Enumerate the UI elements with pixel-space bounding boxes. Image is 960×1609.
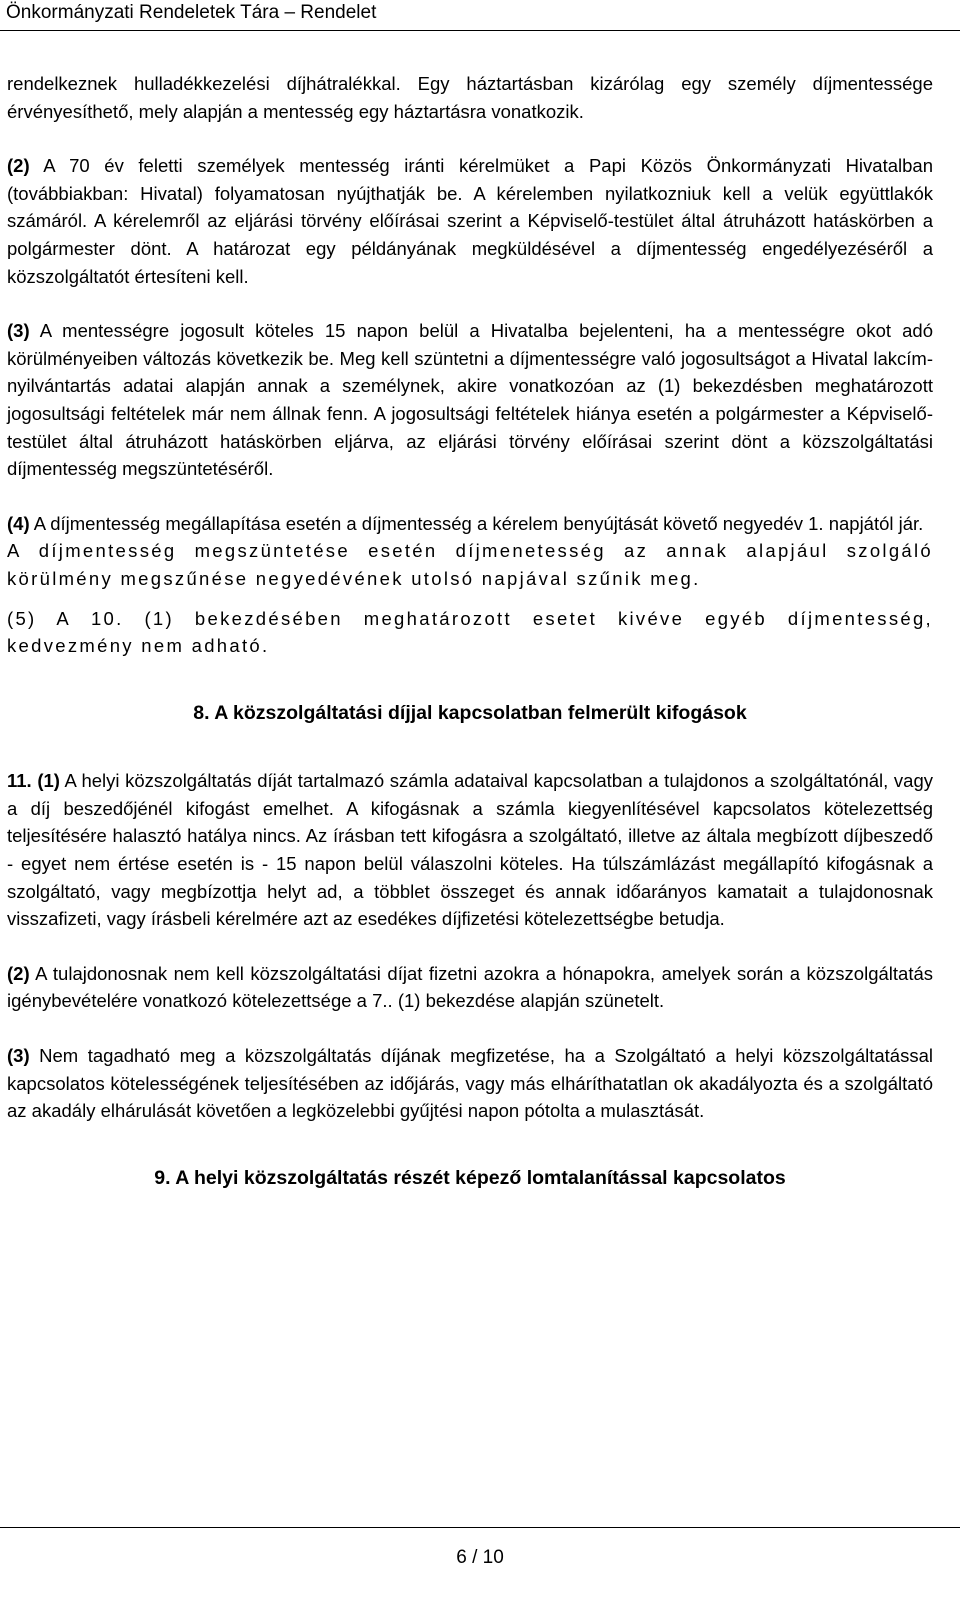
paragraph-4: [7, 510, 933, 538]
page-number: 6 / 10: [456, 1547, 504, 1568]
section-heading-9: 9. A helyi közszolgáltatás részét képező lomtalanítással kapcsolatos: [154, 1166, 786, 1189]
paragraph-3: [7, 317, 933, 483]
paragraph-number: (4): [7, 512, 30, 534]
paragraph-text: A 70 év feletti személyek mentesség iránti kérelmüket a Papi Közös Önkormányzati Hivatalban (továbbiakban: Hivatal) folyamatosan nyújthatják be. A kérelemben nyilatkozniuk kell a velük együttlakók számáról. A kérelemről az eljárási törvény előírásai szerint a Képviselő-testület által átruházott hatáskörben a polgármester dönt. A határozat egy példányának megküldésével a díjmentesség engedélyezéséről a közszolgáltatót értesíteni kell.: [7, 155, 933, 287]
paragraph-text: Nem tagadható meg a közszolgáltatás díjának megfizetése, ha a Szolgáltató a helyi közszolgáltatással kapcsolatos kötelességének teljesítésében az időjárás, vagy más elháríthatatlan ok akadályozta és a szolgáltató az akadály elhárulását követően a legközelebbi gyűjtési napon pótolta a mulasztását.: [7, 1045, 933, 1122]
paragraph-text: A díjmentesség megállapítása esetén a díjmentesség a kérelem benyújtását követő negyedév 1. napjától jár.: [29, 512, 924, 534]
paragraph-text: A helyi közszolgáltatás díját tartalmazó számla adataival kapcsolatban a tulajdonos a szolgáltatónál, vagy a díj beszedőjénél kifogást emelhet. A kifogásnak a számla kiegyenlítésével kapcsolatos kötelezettség teljesítésére halasztó hatálya nincs. Az írásban tett kifogásra a szolgáltató, illetve az általa megbízott díjbeszedő - egyet nem értése esetén is - 15 napon belül válaszolni köteles. Ha túlszámlázást megállapító kifogásnak a szolgáltató, vagy megbízottja helyt ad, a többlet összeget és annak időarányos kamatait a tulajdonosnak visszafizeti, vagy írásbeli kérelmére azt az esedékes díjfizetési kötelezettségbe betudja.: [7, 770, 934, 930]
paragraph-text: A mentességre jogosult köteles 15 napon belül a Hivatalba bejelenteni, ha a mentességre okot adó körülményeiben változás következik be. Meg kell szüntetni a díjmentességre való jogosultságot a Hivatal lakcím-nyilvántartás adatai alapján annak a személynek, akire vonatkozóan az (1) bekezdésben meghatározott jogosultsági feltételek már nem állnak fenn. A jogosultsági feltételek hiánya esetén a polgármester a Képviselő-testület által átruházott hatáskörben eljárva, az eljárási törvény előírásai szerint dönt a közszolgáltatási díjmentesség megszüntetéséről.: [7, 320, 933, 480]
paragraph-number: (3): [7, 1045, 30, 1067]
paragraph-number: (2): [7, 155, 30, 177]
section-11-paragraph-2: [7, 960, 933, 1015]
header-divider: [0, 30, 960, 31]
section-heading-8: 8. A közszolgáltatási díjjal kapcsolatban felmerült kifogások: [193, 701, 747, 724]
paragraph-number: (2): [7, 962, 30, 984]
paragraph-number: (1): [31, 770, 60, 792]
paragraph-text: A tulajdonosnak nem kell közszolgáltatási díjat fizetni azokra a hónapokra, amelyek során a közszolgáltatás igénybevételére vonatkozó kötelezettsége a 7.. (1) bekezdése alapján szünetelt.: [7, 962, 933, 1012]
paragraph-4-continued: A díjmentesség megszüntetése esetén díjmenetesség az annak alapjául szolgáló körülmény megszűnése negyedévének utolsó napjával szűnik meg.: [7, 540, 933, 589]
section-11-paragraph-3: [7, 1042, 933, 1125]
paragraph-2: [7, 152, 933, 290]
paragraph-intro: rendelkeznek hulladékkezelési díjhátralékkal. Egy háztartásban kizárólag egy személy díjmentessége érvényesíthető, mely alapján a mentesség egy háztartásra vonatkozik.: [7, 73, 933, 122]
document-header: Önkormányzati Rendeletek Tára – Rendelet: [6, 2, 377, 23]
section-11-paragraph-1: [7, 767, 933, 933]
section-number: 11.: [7, 770, 32, 792]
document-body: [7, 70, 933, 1192]
paragraph-number: (3): [7, 320, 30, 342]
footer-divider: [0, 1527, 960, 1528]
paragraph-5: (5) A 10. (1) bekezdésében meghatározott esetet kivéve egyéb díjmentesség, kedvezmény nem adható.: [7, 607, 933, 657]
